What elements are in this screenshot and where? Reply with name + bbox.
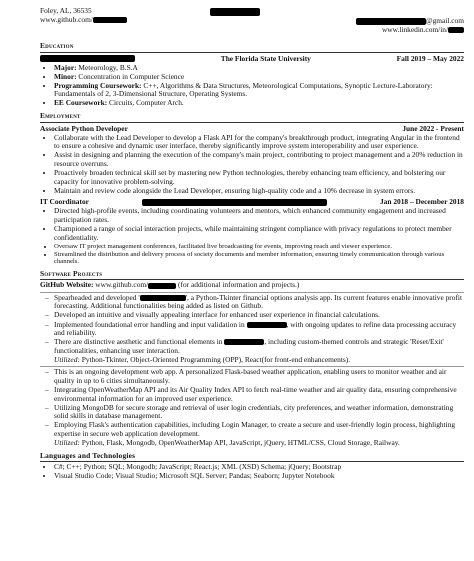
redaction — [93, 17, 127, 23]
list-item: – This is an ongoing development web app. A personalized Flask-based weather application, enabling users to monitor weather and air quality in up to 6 cities simultaneously. — [54, 368, 464, 385]
linkedin-line — [356, 26, 464, 35]
list-item: • Oversaw IT project management conferences, facilitated live broadcasting for events, improving reach and viewer experience. — [54, 243, 464, 251]
list-item: – Integrating OpenWeatherMap API and its Air Quality Index API to fetch real-time weather and air quality data, ensuring comprehensive environmental information for an improved user experience. — [54, 386, 464, 403]
skills-list — [40, 463, 464, 481]
list-item: – Utilizing MongoDB for secure storage and retrieval of user login credentials, city preferences, and weather information, demonstrating solid skills in database management. — [54, 404, 464, 421]
github-website-line — [40, 281, 464, 290]
location: Foley, AL, 36535 — [40, 6, 92, 15]
list-item: • Maintain and review code alongside the Lead Developer, ensuring high-quality code and a 10% decrease in system errors. — [54, 187, 464, 196]
list-item: • C#; C++; Python; SQL; Mongodb; JavaScript; React.js; XML (XSD) Schema; jQuery; Bootstrap — [54, 463, 464, 472]
job-dates: June 2022 - Present — [402, 123, 464, 133]
education-dates: Fall 2019 – May 2022 — [396, 53, 464, 63]
list-item: • Major: Meteorology, B.S.A — [54, 64, 464, 73]
redaction — [140, 295, 186, 301]
list-item: – Employing Flask's authentication capabilities, including Login Manager, to create a secure and user-friendly login process, highlighting expertise in secure web application development. — [54, 421, 464, 438]
redaction — [40, 55, 135, 62]
github-line — [40, 16, 127, 25]
list-item: • Assist in designing and planning the execution of the company's main project, contributing to project management and a 20% reduction in resource overruns. — [54, 151, 464, 168]
list-item: • Streamlined the distribution and delivery process of society documents and member information, ensuring timely communication through various channels. — [54, 251, 464, 266]
list-item: • Visual Studio Code; Visual Studio; Microsoft SQL Server; Pandas; Seaborn; Jupyter Notebook — [54, 472, 464, 481]
redaction — [448, 27, 464, 33]
employment-heading: Employment — [40, 112, 464, 123]
list-item: • EE Coursework: Circuits, Computer Arch. — [54, 99, 464, 108]
github-website-label: GitHub Website: — [40, 280, 94, 290]
list-item: • Minor: Concentration in Computer Science — [54, 73, 464, 82]
list-item: – Implemented foundational error handling and input validation in , with ongoing updates to refine data processing accuracy and reliability. — [54, 321, 464, 338]
github-website-url[interactable]: www.github.com/ — [93, 280, 149, 290]
list-item: • Championed a range of social interaction projects, while maintaining stringent compliance with privacy regulations to protect member confidentiality. — [54, 225, 464, 242]
header-right — [356, 17, 464, 34]
list-item: • Collaborate with the Lead Developer to develop a Flask API for the company's breakthrough product, integrating Angular in the frontend to ensure a cohesive and dynamic user interface, thereby significantly improve system interoperability and user experience. — [54, 134, 464, 151]
github-url[interactable]: www.github.com/ — [40, 14, 93, 24]
project-1-bullets — [40, 294, 464, 356]
list-item: • Programming Coursework: C++, Algorithms & Data Structures, Meteorological Computations, Synoptic Lecture-Laboratory: Fundamentals of 2, 3-Dimensional Structure, Operating Systems. — [54, 82, 464, 99]
projects-heading: Software Projects — [40, 270, 464, 281]
job-title: IT Coordinator — [40, 197, 89, 207]
redaction — [247, 322, 287, 328]
github-website-note: (for additional information and projects.) — [176, 280, 300, 290]
list-item: • Proactively broaden technical skill set by mastering new Python technologies, thereby enhancing team efficiency, and bolstering our capacity for innovative problem-solving. — [54, 169, 464, 186]
job-bullets — [40, 207, 464, 265]
list-item: – Developed an intuitive and visually appealing interface for enhanced user experience in financial calculations. — [54, 311, 464, 320]
list-item: – There are distinctive aesthetic and functional elements in , including custom-themed controls and strategic 'Reset/Exit' functionalities, enhancing user interaction. — [54, 338, 464, 355]
email-domain[interactable]: @gmail.com — [425, 16, 464, 25]
education-list — [40, 64, 464, 108]
job-header — [40, 125, 464, 134]
redaction — [142, 199, 327, 206]
project-2-utilized: Utilized: Python, Flask, Mongodb, OpenWeatherMap API, JavaScript, jQuery, HTML/CSS, Cloud Storage, Railway. — [54, 438, 400, 448]
job-bullets — [40, 134, 464, 196]
header-left — [40, 7, 127, 24]
redaction — [224, 339, 264, 345]
linkedin-url[interactable]: www.linkedin.com/in/ — [381, 24, 448, 34]
list-item: • Directed high-profile events, including coordinating volunteers and mentors, which enhanced community engagement and increased participation rates. — [54, 207, 464, 224]
project-2-bullets — [40, 368, 464, 438]
job-dates: Jan 2018 – December 2018 — [379, 197, 464, 207]
school-name: The Florida State University — [220, 53, 311, 63]
redaction — [148, 283, 176, 289]
education-heading: Education — [40, 42, 464, 53]
skills-heading: Languages and Technologies — [40, 452, 464, 463]
list-item: – Spearheaded and developed ' ', a Python-Tkinter financial options analysis app. Its current features enable innovative profit forecasting. Additional functionalities being added as listed on Github. — [54, 294, 464, 311]
job-title: Associate Python Developer — [40, 123, 128, 133]
name-redaction — [210, 8, 260, 16]
project-1-utilized: Utilized: Python-Tkinter, Object-Oriented Programming (OPP), React(for front-end enhancements). — [54, 354, 351, 364]
